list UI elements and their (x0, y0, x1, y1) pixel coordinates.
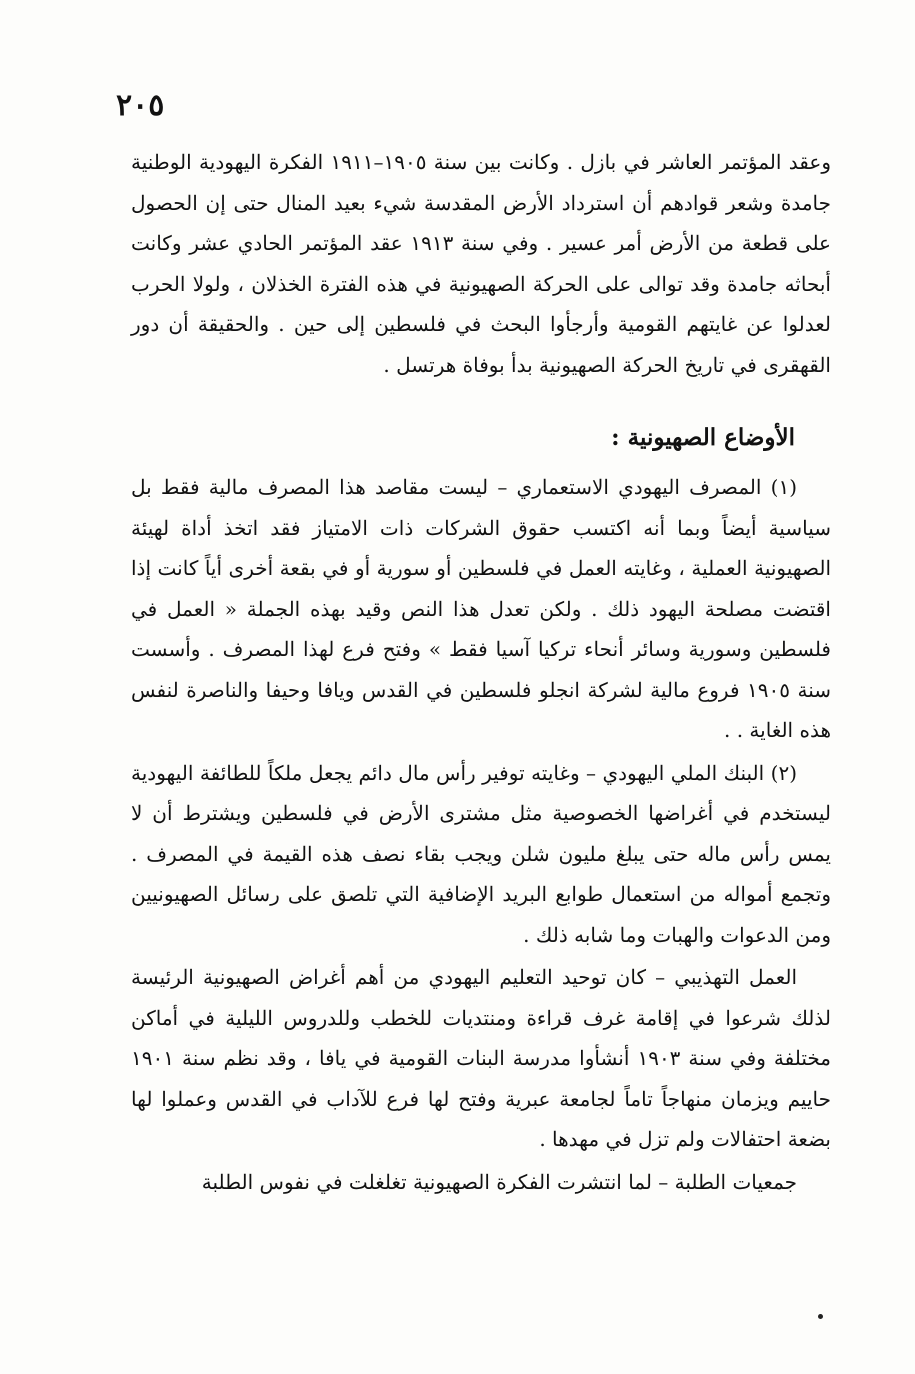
page-number: ٢٠٥ (116, 88, 165, 123)
section-heading: الأوضاع الصهيونية : (611, 424, 795, 451)
paragraph-national-fund: (٢) البنك الملي اليهودي – وغايته توفير رأس مال دائم يجعل ملكاً للطائفة اليهودية ليستخدم في أغراضها الخصوصية مثل مشترى الأرض في فلسطين ويشترط أن لا يمس رأس ماله حتى يبلغ مليون شلن ويجب بقاء نصف هذه القيمة في المصرف . وتجمع أمواله من استعمال طوابع البريد الإضافية التي تلصق على رسائل الصهيونيين ومن الدعوات والهبات وما شابه ذلك . (131, 760, 831, 947)
paragraph-colonial-bank: (١) المصرف اليهودي الاستعماري – ليست مقاصد هذا المصرف مالية فقط بل سياسية أيضاً وبما أنه اكتسب حقوق الشركات ذات الامتياز فقد اتخذ أداة لهيئة الصهيونية العملية ، وغايته العمل في فلسطين أو سورية أو في بقعة أخرى أياً كانت إذا اقتضت مصلحة اليهود ذلك . ولكن تعدل هذا النص وقيد بهذه الجملة « العمل في فلسطين وسورية وسائر أنحاء تركيا آسيا فقط » وفتح فرع لهذا المصرف . وأسست سنة ١٩٠٥ فروع مالية لشركة انجلو فلسطين في القدس ويافا وحيفا والناصرة لنفس هذه الغاية . . (131, 475, 831, 742)
ink-dot (818, 1314, 823, 1319)
paragraph-student-societies: جمعيات الطلبة – لما انتشرت الفكرة الصهيونية تغلغلت في نفوس الطلبة (201, 1169, 797, 1194)
body-text (131, 142, 831, 1202)
paragraph-education: العمل التهذيبي – كان توحيد التعليم اليهودي من أهم أغراض الصهيونية الرئيسة لذلك شرعوا في إقامة غرف قراءة ومنتديات للخطب وللدروس الليلية في أماكن مختلفة وفي سنة ١٩٠٣ أنشأوا مدرسة البنات القومية في يافا ، وقد نظم سنة ١٩٠١ حاييم ويزمان منهاجاً تاماً لجامعة عبرية وفتح لها فرع للآداب في القدس وعملوا لها بضعة احتفالات ولم تزل في مهدها . (131, 965, 831, 1151)
paragraph-herzl-death: وعقد المؤتمر العاشر في بازل . وكانت بين سنة ١٩٠٥–١٩١١ الفكرة اليهودية الوطنية جامدة وشعر قوادهم أن استرداد الأرض المقدسة شيء بعيد المنال حتى إن الحصول على قطعة من الأرض أمر عسير . وفي سنة ١٩١٣ عقد المؤتمر الحادي عشر وكانت أبحاثه جامدة وقد توالى على الحركة الصهيونية في هذه الفترة الخذلان ، ولولا الحرب لعدلوا عن غايتهم القومية وأرجأوا البحث في فلسطين إلى حين . والحقيقة أن دور القهقرى في تاريخ الحركة الصهيونية بدأ بوفاة هرتسل . (131, 150, 831, 377)
